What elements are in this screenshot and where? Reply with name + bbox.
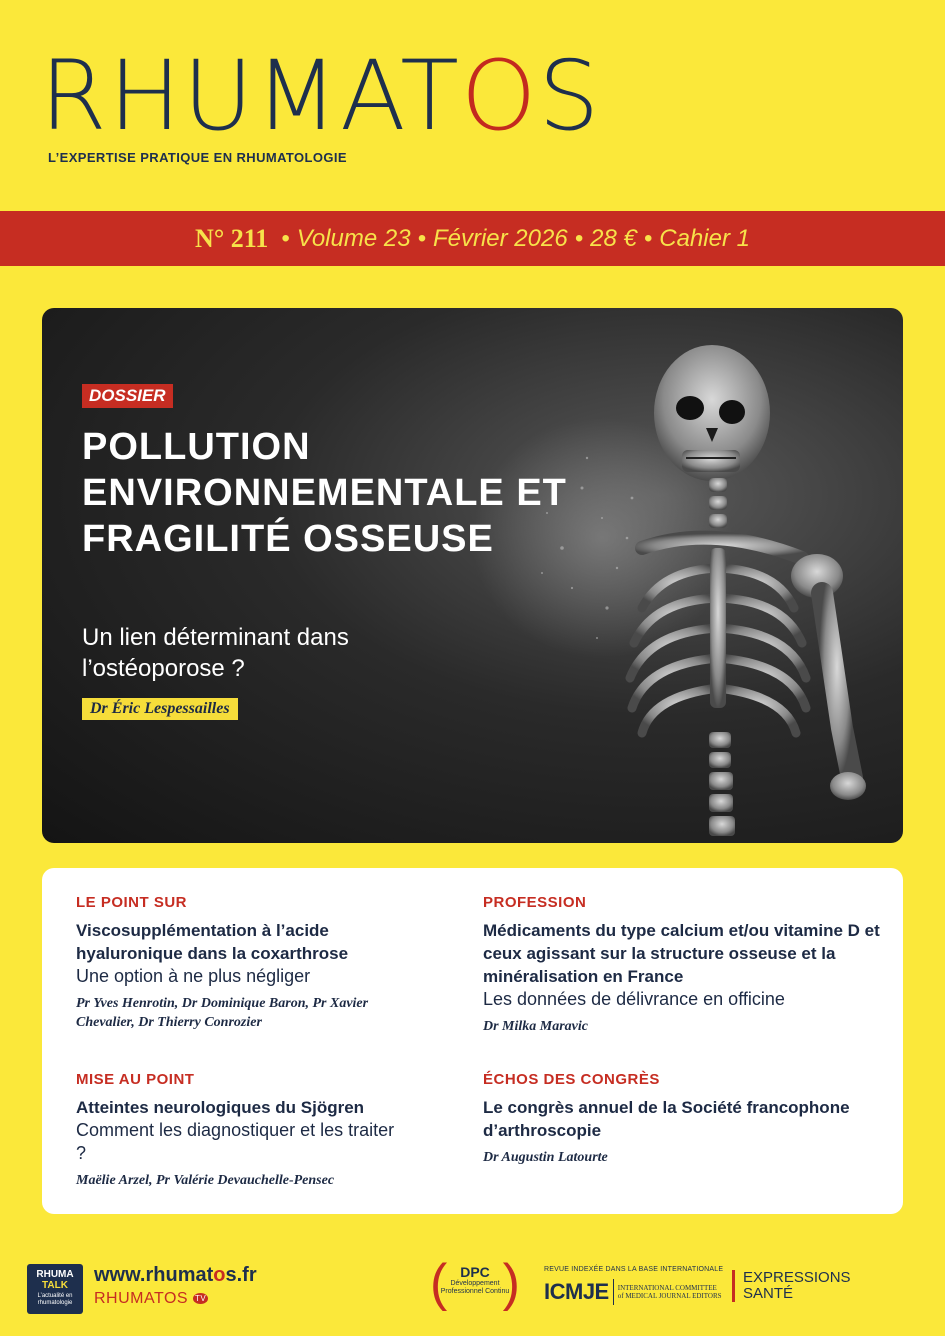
- article-section: LE POINT SUR: [76, 894, 188, 911]
- logo-text-end: S: [538, 40, 602, 152]
- article-profession[interactable]: [483, 894, 883, 1036]
- article-subtitle: Comment les diagnostiquer et les traiter ?: [76, 1120, 395, 1163]
- dossier-author: Dr Éric Lespessailles: [82, 698, 238, 720]
- article-section: ÉCHOS DES CONGRÈS: [483, 1071, 660, 1088]
- website-link[interactable]: [94, 1264, 257, 1287]
- separator: •: [417, 224, 426, 252]
- publisher-line1: EXPRESSIONS: [743, 1269, 851, 1286]
- separator: •: [281, 224, 290, 252]
- dpc-title: DPC: [460, 1264, 490, 1280]
- issue-volume: Volume 23: [296, 224, 411, 252]
- tagline: L’EXPERTISE PRATIQUE EN RHUMATOLOGIE: [48, 150, 347, 165]
- article-title: Le congrès annuel de la Société francophone d’arthroscopie: [483, 1098, 850, 1140]
- tv-badge: TV: [195, 1294, 207, 1304]
- rhumatalk-logo[interactable]: [27, 1264, 83, 1314]
- issue-date: Février 2026: [432, 224, 568, 252]
- article-authors: Pr Yves Henrotin, Dr Dominique Baron, Pr Xavier Chevalier, Dr Thierry Conrozier: [76, 996, 369, 1030]
- logo-red-letter: O: [460, 40, 539, 152]
- site-prefix: www.rhumat: [94, 1264, 214, 1286]
- article-title: Viscosupplémentation à l’acide hyaluronique dans la coxarthrose: [76, 921, 349, 963]
- article-section: PROFESSION: [483, 894, 587, 911]
- rhumatalk-line2: TALK: [42, 1280, 68, 1291]
- brand-small-text: RHUMATOS: [94, 1290, 189, 1307]
- article-le-point-sur[interactable]: [76, 894, 406, 1032]
- articles-panel: [42, 868, 903, 1214]
- icmje-logo: [544, 1266, 724, 1305]
- dossier-title: POLLUTION ENVIRONNEMENTALE ET FRAGILITÉ OSSEUSE: [82, 426, 567, 560]
- publisher-line2: SANTÉ: [743, 1285, 794, 1302]
- issue-bar: [0, 211, 945, 266]
- rhumatos-tv-logo: [94, 1290, 208, 1308]
- article-section: MISE AU POINT: [76, 1071, 195, 1088]
- logo-text: RHUMAT: [40, 40, 461, 152]
- dpc-logo: [430, 1254, 520, 1314]
- article-authors: Dr Augustin Latourte: [483, 1150, 608, 1165]
- footer: [0, 1254, 945, 1318]
- icmje-full: INTERNATIONAL COMMITTEE of MEDICAL JOURNAL EDITORS: [617, 1284, 722, 1300]
- article-authors: Dr Milka Maravic: [483, 1019, 588, 1034]
- issue-price: 28 €: [590, 224, 637, 252]
- article-subtitle: Les données de délivrance en officine: [483, 989, 785, 1009]
- icmje-header: REVUE INDEXÉE DANS LA BASE INTERNATIONALE: [544, 1266, 724, 1273]
- site-suffix: s.fr: [225, 1264, 257, 1286]
- paren-right-icon: ): [502, 1254, 520, 1312]
- article-subtitle: Une option à ne plus négliger: [76, 966, 311, 986]
- rhumatalk-caption: L’actualité en rhumatologie: [37, 1293, 73, 1306]
- separator: •: [574, 224, 584, 252]
- article-title: Médicaments du type calcium et/ou vitamine D et ceux agissant sur la structure osseuse et la minéralisation en France: [483, 921, 880, 986]
- rhumatalk-line1: RHUMA: [36, 1269, 74, 1280]
- article-title: Atteintes neurologiques du Sjögren: [76, 1098, 365, 1117]
- dossier-subtitle: Un lien déterminant dans l’ostéoporose ?: [82, 624, 349, 682]
- icmje-acronym: ICMJE: [544, 1279, 614, 1305]
- masthead: [40, 40, 920, 165]
- article-authors: Maëlie Arzel, Pr Valérie Devauchelle-Pensec: [76, 1173, 335, 1188]
- issue-cahier: Cahier 1: [659, 224, 750, 252]
- dossier-tag: DOSSIER: [82, 384, 173, 408]
- expressions-sante-logo: [732, 1270, 851, 1302]
- separator: •: [643, 224, 653, 252]
- hero-dossier[interactable]: [42, 308, 903, 843]
- paren-left-icon: (: [430, 1254, 448, 1312]
- article-echos-des-congres[interactable]: [483, 1071, 883, 1167]
- dpc-caption: Développement Professionnel Continu: [440, 1280, 510, 1295]
- site-red-letter: o: [213, 1264, 226, 1286]
- issue-number: N° 211: [195, 223, 269, 253]
- journal-logo: [40, 40, 920, 152]
- article-mise-au-point[interactable]: [76, 1071, 406, 1190]
